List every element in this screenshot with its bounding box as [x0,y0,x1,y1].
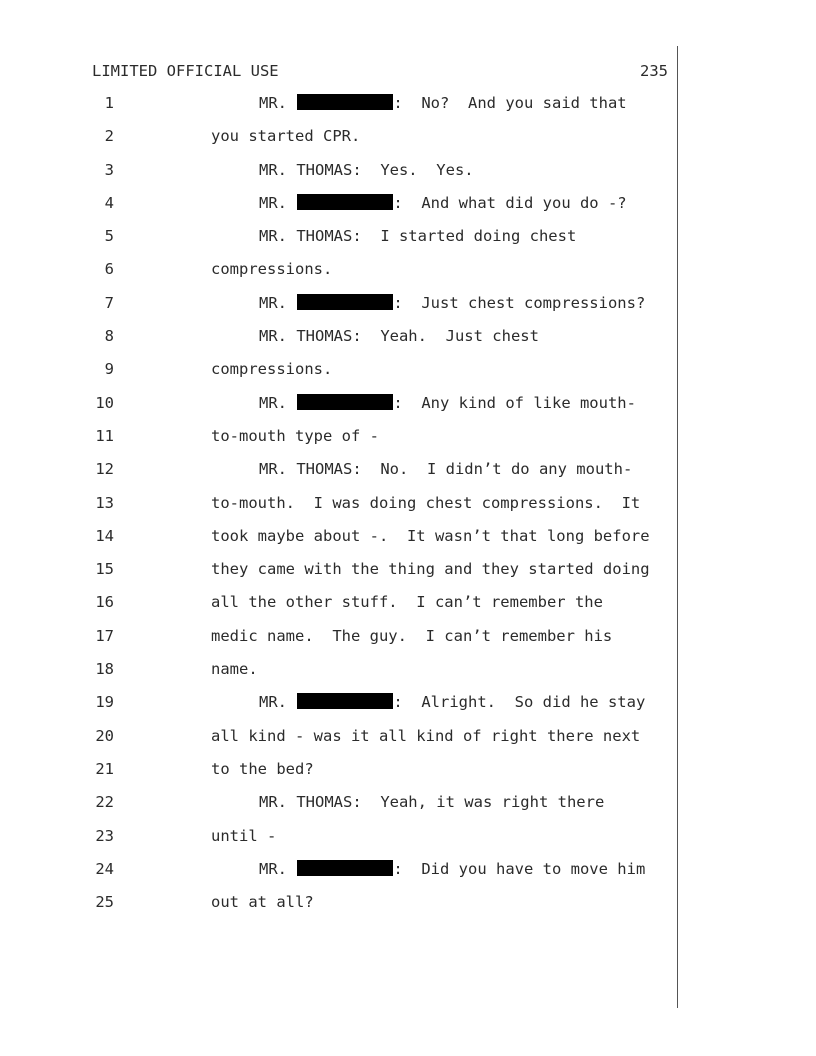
spoken-text: to-mouth type of - [211,426,379,445]
line-number: 10 [95,393,114,412]
spoken-text: MR. THOMAS: Yeah. Just chest [259,327,539,346]
transcript-line [0,227,816,260]
spoken-text: took maybe about -. It wasn’t that long before [211,526,650,545]
line-text [211,827,276,845]
transcript-line [0,494,816,527]
page-number: 235 [640,62,668,80]
transcript-line [0,360,816,393]
transcript-line [0,793,816,826]
spoken-text: MR. THOMAS: Yes. Yes. [259,160,474,179]
spoken-text: MR. THOMAS: I started doing chest [259,227,577,246]
spoken-text: compressions. [211,360,333,379]
line-text [211,593,603,611]
line-text [211,560,650,578]
redaction-bar [297,693,393,709]
spoken-text: MR. THOMAS: Yeah, it was right there [259,793,605,812]
line-number: 8 [104,327,114,346]
line-text [211,427,379,445]
line-number: 7 [104,293,114,312]
line-number: 21 [95,759,114,778]
transcript-line [0,394,816,427]
spoken-text: : Did you have to move him [393,859,646,878]
line-number: 24 [95,859,114,878]
transcript-line [0,260,816,293]
line-number: 16 [95,593,114,612]
line-text [259,693,645,711]
line-text [259,460,632,478]
line-text [211,360,332,378]
transcript-line [0,94,816,127]
page-header [92,62,668,82]
line-number: 15 [95,560,114,579]
line-text [211,660,258,678]
line-text [211,727,640,745]
line-number: 23 [95,826,114,845]
line-text [211,494,640,512]
line-text [211,893,314,911]
line-number: 4 [104,193,114,212]
line-number: 5 [104,227,114,246]
line-number: 9 [104,360,114,379]
line-number: 17 [95,626,114,645]
line-text [259,394,636,412]
line-text [259,294,645,312]
line-text [259,860,645,878]
line-number: 3 [104,160,114,179]
line-number: 1 [104,94,114,112]
speaker-title: MR. [259,393,287,412]
transcript-body [0,94,816,926]
line-text [211,260,332,278]
spoken-text: until - [211,826,277,845]
line-text [259,227,576,245]
line-number: 19 [95,693,114,712]
speaker-title: MR. [259,693,287,712]
transcript-line [0,827,816,860]
spoken-text: all kind - was it all kind of right there next [211,726,641,745]
line-number: 11 [95,426,114,445]
line-number: 22 [95,793,114,812]
speaker-title: MR. [259,859,287,878]
redaction-bar [297,294,393,310]
spoken-text: name. [211,660,258,679]
spoken-text: you started CPR. [211,127,361,146]
speaker-title: MR. [259,193,287,212]
speaker-title: MR. [259,94,287,112]
transcript-line [0,294,816,327]
line-text [259,194,627,212]
transcript-line [0,327,816,360]
line-text [259,161,474,179]
transcript-line [0,693,816,726]
transcript-line [0,760,816,793]
spoken-text: out at all? [211,893,314,912]
classification-label: LIMITED OFFICIAL USE [92,62,279,80]
transcript-line [0,527,816,560]
redaction-bar [297,94,393,110]
transcript-line [0,627,816,660]
transcript-line [0,860,816,893]
transcript-line [0,593,816,626]
redaction-bar [297,860,393,876]
line-number: 14 [95,526,114,545]
line-number: 13 [95,493,114,512]
spoken-text: : No? And you said that [393,94,627,112]
line-text [211,627,612,645]
line-text [211,127,360,145]
spoken-text: : Any kind of like mouth- [393,393,636,412]
transcript-line [0,194,816,227]
spoken-text: to-mouth. I was doing chest compressions. It [211,493,641,512]
spoken-text: they came with the thing and they started doing [211,560,650,579]
line-text [211,760,314,778]
line-text [211,527,650,545]
speaker-title: MR. [259,293,287,312]
spoken-text: MR. THOMAS: No. I didn’t do any mouth- [259,460,633,479]
spoken-text: to the bed? [211,759,314,778]
transcript-line [0,727,816,760]
line-text [259,793,604,811]
transcript-line [0,127,816,160]
line-text [259,94,627,112]
spoken-text: all the other stuff. I can’t remember the [211,593,603,612]
spoken-text: : Alright. So did he stay [393,693,646,712]
line-number: 12 [95,460,114,479]
line-number: 20 [95,726,114,745]
redaction-bar [297,394,393,410]
transcript-line [0,893,816,926]
line-number: 18 [95,660,114,679]
line-number: 6 [104,260,114,279]
line-number: 25 [95,893,114,912]
transcript-line [0,427,816,460]
transcript-line [0,460,816,493]
spoken-text: medic name. The guy. I can’t remember his [211,626,613,645]
transcript-line [0,560,816,593]
spoken-text: : And what did you do -? [393,193,627,212]
line-number: 2 [104,127,114,146]
spoken-text: : Just chest compressions? [393,293,646,312]
transcript-line [0,660,816,693]
transcript-line [0,161,816,194]
spoken-text: compressions. [211,260,333,279]
line-text [259,327,539,345]
redaction-bar [297,194,393,210]
